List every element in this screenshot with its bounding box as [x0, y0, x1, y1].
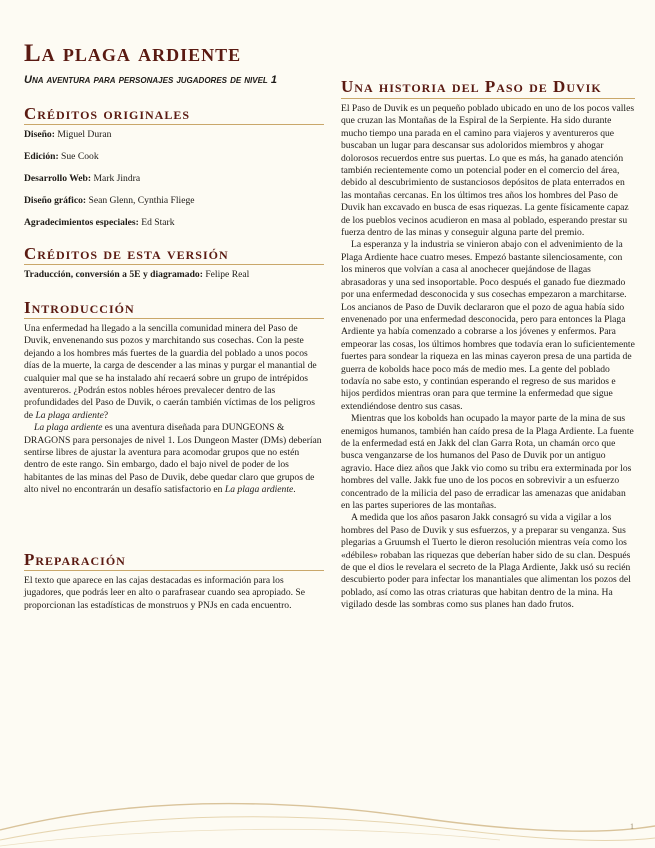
heading-rule — [24, 570, 324, 571]
intro-paragraph-2: La plaga ardiente es una aventura diseñada para DUNGEONS & DRAGONS para personajes de nivel 1. Los Dungeon Master (DMs) deberían sentirse libres de ajustar la aventura para acomodar grupos que no estén dentro de este rango. Sin embargo, dado el bajo nivel de poder de los habitantes de las minas del Paso de Duvik, debe quedar claro que grupos de alto nivel no encontrarán un desafío satisfactorio en La plaga ardiente. — [24, 422, 322, 496]
credit-translation: Traducción, conversión a 5E y diagramado: Felipe Real — [24, 269, 250, 280]
document-title: La plaga ardiente — [24, 40, 242, 67]
history-paragraph-1: El Paso de Duvik es un pequeño poblado ubicado en uno de los pocos valles que cruzan las Montañas de la Espiral de la Serpiente. Ha sido durante mucho tiempo una parada en el camino para viajeros y aventureros que buscaban un lugar para descansar sus adoloridos miembros y ahogar dolorosos recuerdos entre sus puertas. Lo que es más, ha ganado atención también recientemente como un potencial poder en el comercio del área, debido al descubrimiento de sustanciosos depósitos de plata enterrados en las montañas cercanas. En los últimos tres años los hombres del Paso de Duvik han excavado en busca de esas riquezas. La gente físicamente capaz de los pueblos vecinos acudieron en masa al poblado, esperando prestar su fuerza dentro de las minas y conseguir alguna parte del premio. — [341, 103, 635, 239]
heading-rule — [341, 98, 635, 99]
heading-rule — [24, 318, 324, 319]
history-section — [341, 77, 635, 612]
history-heading: Una historia del Paso de Duvik — [341, 77, 602, 96]
heading-rule — [24, 264, 324, 265]
credit-design: Diseño: Miguel Duran — [24, 129, 112, 140]
credits-original-heading: Créditos originales — [24, 104, 191, 123]
credits-version-section — [24, 244, 324, 281]
preparation-paragraph: El texto que aparece en las cajas destacadas es información para los jugadores, que podrás leer en alto o parafrasear cuando sea apropiado. Se proporcionan las estadísticas de monstruos y PNJs en cada encuentro. — [24, 575, 306, 611]
credit-thanks: Agradecimientos especiales: Ed Stark — [24, 217, 175, 228]
footer-ornament-icon — [0, 760, 655, 848]
credits-version-heading: Créditos de esta versión — [24, 244, 229, 263]
history-paragraph-2: La esperanza y la industria se vinieron abajo con el advenimiento de la Plaga Ardiente hace cuatro meses. Empezó bastante silenciosamente, con los mineros que volvían a casa al anochecer quejándose de llagas abrasadoras y una sed insoportable. Poco después el ganado fue diezmado por una enfermedad desconocida y sus cosechas empezaron a marchitarse. Los ancianos de Paso de Duvik declararon que el pozo de agua había sido envenenado por una enfermedad desconocida, pero para entonces la Plaga Ardiente ya había comenzado a cobrarse a los jóvenes y enfermos. Para empeorar las cosas, los últimos hombres que todavía eran lo suficientemente fuertes para sondear la riqueza en las minas cayeron presa de una partida de guerra de kobolds hace poco más de medio mes. La gente del poblado todavía no sabe esto, y continúan esperando el regreso de sus maridos e hijos perdidos mientras oran para que termine la enfermedad que sigue extendiéndose dentro sus casas. — [341, 239, 635, 412]
credit-web: Desarrollo Web: Mark Jindra — [24, 173, 141, 184]
credit-editing: Edición: Sue Cook — [24, 151, 99, 162]
preparation-section — [24, 550, 324, 612]
intro-paragraph-1: Una enfermedad ha llegado a la sencilla comunidad minera del Paso de Duvik, envenenando sus pozos y marchitando sus cosechas. Con la peste dejando a los hombres más fuertes de la guardia del poblado a unos pocos días de la muerte, la carga de descender a las minas y purgar el manantial de cualquier mal que se ha instalado ahí recaerá sobre un grupo de intrépidos aventureros. ¿Podrán estos nobles héroes prevalecer dentro de las profundidades del Paso de Duvik, o caerán también víctimas de los peligros de La plaga ardiente? — [24, 323, 317, 421]
intro-heading: Introducción — [24, 298, 135, 317]
preparation-heading: Preparación — [24, 550, 126, 569]
credits-original-section — [24, 104, 324, 229]
intro-section — [24, 298, 324, 497]
history-paragraph-4: A medida que los años pasaron Jakk consagró su vida a vigilar a los hombres del Paso de Duvik y sus esfuerzos, y a preparar su venganza. Sus plegarias a Gruumsh el Tuerto le dieron resolución mientras veía como los «débiles» robaban las riquezas que deberían haber sido de su clan. Después de que el dios le revelara el secreto de la Plaga Ardiente, Jakk usó su recién descubierto poder para infectar los manantiales que alimentan los pozos del poblado, así como las otras criaturas que habitan dentro de la mina. Ha vigilado desde las sombras como sus planes han dado frutos. — [341, 512, 631, 611]
page-number: 1 — [630, 822, 634, 831]
credit-graphic: Diseño gráfico: Sean Glenn, Cynthia Fliege — [24, 195, 195, 206]
heading-rule — [24, 124, 324, 125]
document-subtitle: Una aventura para personajes jugadores de nivel 1 — [24, 74, 277, 86]
history-paragraph-3: Mientras que los kobolds han ocupado la mayor parte de la mina de sus enemigos humanos, también han caído presa de la Plaga Ardiente. La fuente de la enfermedad está en Jakk del clan Garra Rota, un chamán orco que busca venganzarse de los humanos del Paso de Duvik por un antiguo agravio. Hace diez años que Jakk vio como su tribu era exterminada por los hombres del valle. Jakk fue uno de los pocos en sobrevivir a un esfuerzo concentrado de la milicia del paso de erradicar las amenazas que anidaban en las partes superiores de las montañas. — [341, 413, 634, 511]
